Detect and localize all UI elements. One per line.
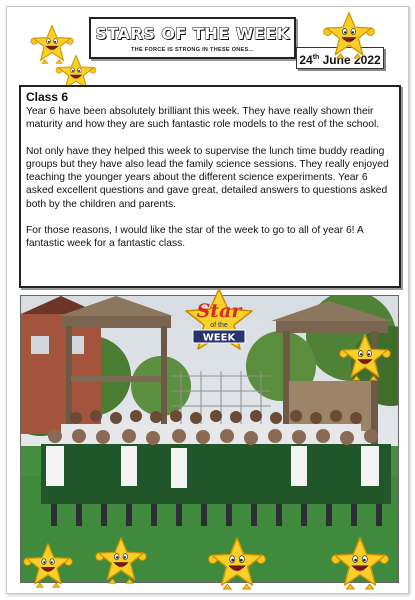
date-rest: June 2022: [319, 53, 381, 67]
article-paragraph: Not only have they helped this week to supervise the lunch time buddy reading groups but they have also lead the family science sessions. They really enjoyed teaching the younger years about the different science experiments. Year 6 asked excellent questions and gave great, detailed answers to questions asked both by the children and parents.: [26, 145, 389, 210]
smiling-star-icon: [338, 333, 392, 381]
page-title: STARS OF THE WEEK: [95, 24, 290, 43]
class-heading: Class 6: [26, 90, 69, 104]
badge-week-text: WEEK: [202, 332, 236, 344]
article-paragraph: Year 6 have been absolutely brilliant this week. They have really shown their maturity and how they are such fantastic role models to the rest of the school.: [26, 106, 380, 131]
article-panel: [19, 85, 401, 288]
title-banner: [89, 17, 296, 59]
article-paragraph: For those reasons, I would like the star of the week to go to all of year 6! A fantastic week for a fantastic class.: [26, 225, 364, 250]
badge-star-text: Star: [196, 300, 242, 322]
smiling-star-icon: [22, 542, 74, 588]
smiling-star-icon: [329, 536, 391, 590]
smiling-star-icon: [94, 536, 148, 584]
date-day: 24: [299, 53, 313, 67]
page-subtitle: THE FORCE IS STRONG IN THESE ONES...: [131, 47, 254, 53]
badge-of-the-text: of the: [210, 322, 228, 329]
smiling-star-icon: [206, 536, 268, 590]
smiling-star-icon: [322, 11, 376, 59]
date-suffix: th: [312, 54, 320, 61]
star-of-the-week-badge: [180, 287, 258, 362]
